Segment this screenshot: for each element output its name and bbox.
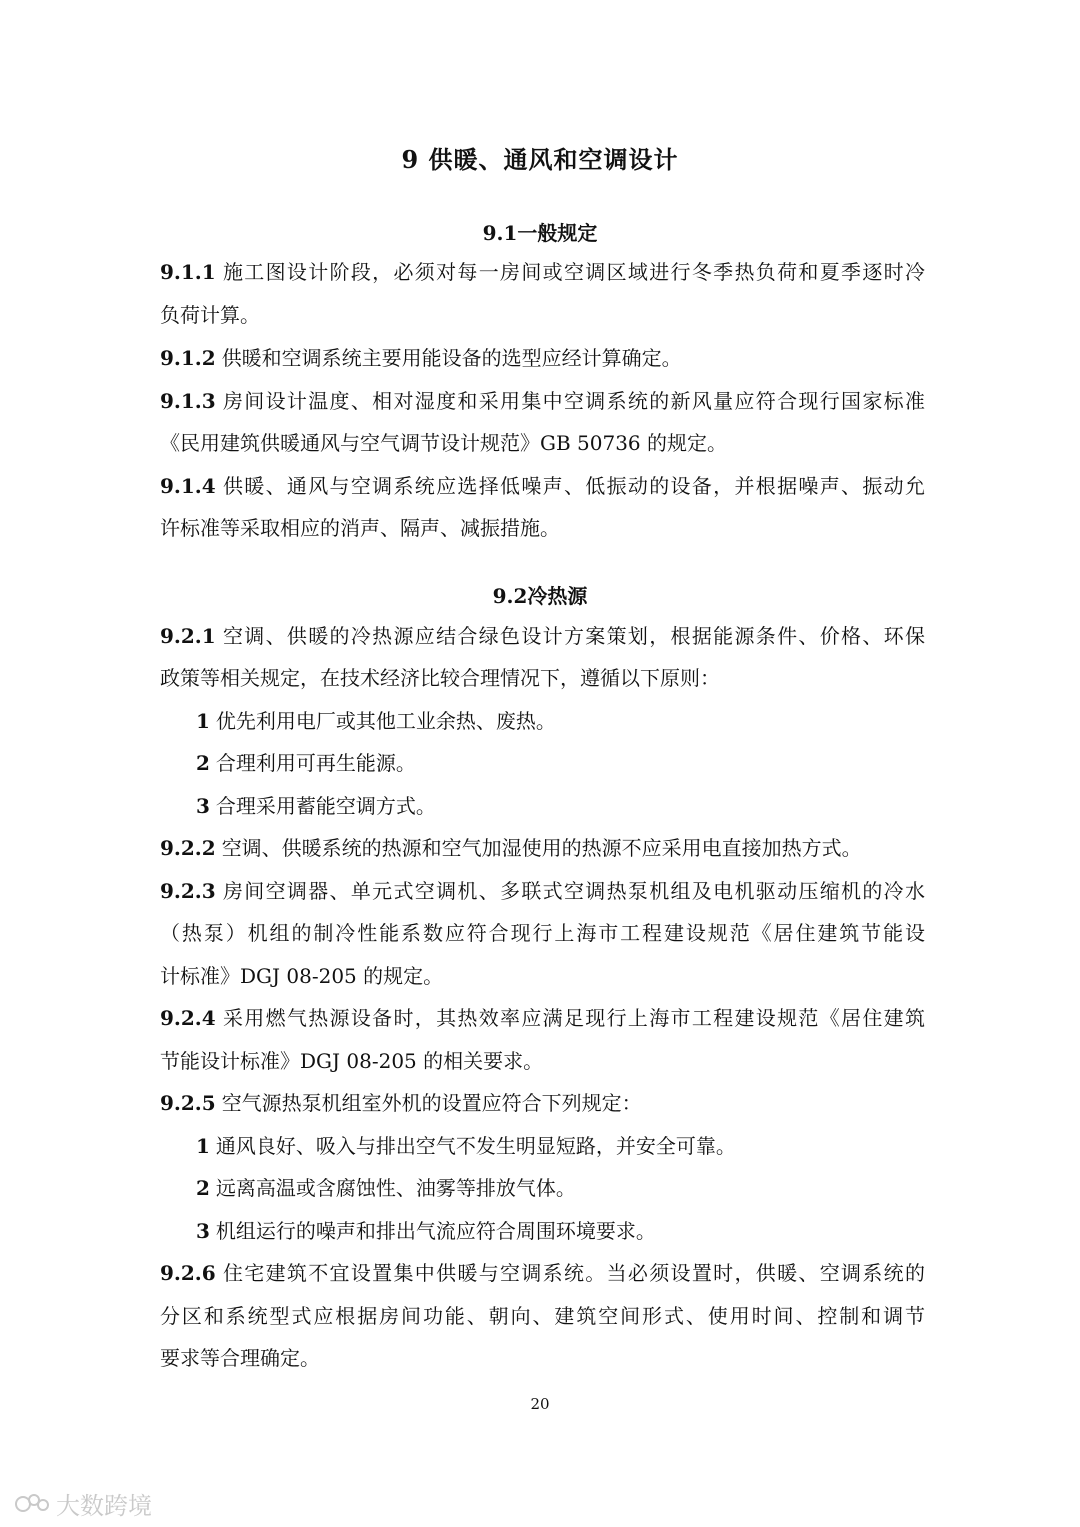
list-item: 2 远离高温或含腐蚀性、油雾等排放气体。 [196, 1176, 576, 1200]
page-number: 20 [530, 1395, 550, 1413]
clause-9-2-4-line1: 9.2.4 采用燃气热源设备时，其热效率应满足现行上海市工程建设规范《居住建筑 [160, 1006, 925, 1030]
clause-number: 9.2.5 [160, 1091, 216, 1115]
clause-9-2-6-line1: 9.2.6 住宅建筑不宜设置集中供暖与空调系统。当必须设置时，供暖、空调系统的 [160, 1261, 925, 1285]
list-item: 1 优先利用电厂或其他工业余热、废热。 [196, 709, 556, 733]
watermark-text: 大数跨境 [56, 1492, 152, 1520]
clause-9-2-6-line3: 要求等合理确定。 [160, 1346, 320, 1370]
section-heading-9-1: 9.1一般规定 [482, 221, 598, 245]
clause-9-1-2: 9.1.2 供暖和空调系统主要用能设备的选型应经计算确定。 [160, 346, 682, 370]
clause-9-2-5: 9.2.5 空气源热泵机组室外机的设置应符合下列规定： [160, 1091, 642, 1115]
clause-number: 9.1.4 [160, 474, 216, 498]
list-item: 2 合理利用可再生能源。 [196, 751, 416, 775]
watermark [14, 1486, 152, 1521]
clause-number: 9.2.3 [160, 879, 216, 903]
clause-9-1-4-line1: 9.1.4 供暖、通风与空调系统应选择低噪声、低振动的设备，并根据噪声、振动允 [160, 474, 925, 498]
clause-9-1-4-line2: 许标准等采取相应的消声、隔声、减振措施。 [160, 516, 560, 540]
watermark-logo-icon [14, 1492, 52, 1516]
list-item: 3 机组运行的噪声和排出气流应符合周围环境要求。 [196, 1219, 656, 1243]
clause-number: 9.1.1 [160, 260, 216, 284]
clause-9-2-3-line3: 计标准》DGJ 08-205 的规定。 [160, 964, 444, 988]
clause-number: 9.2.1 [160, 624, 216, 648]
clause-number: 9.2.6 [160, 1261, 216, 1285]
clause-number: 9.2.2 [160, 836, 216, 860]
clause-9-2-2: 9.2.2 空调、供暖系统的热源和空气加湿使用的热源不应采用电直接加热方式。 [160, 836, 862, 860]
clause-9-1-1-line1: 9.1.1 施工图设计阶段，必须对每一房间或空调区域进行冬季热负荷和夏季逐时冷 [160, 260, 925, 284]
section-heading-9-2: 9.2冷热源 [492, 584, 588, 608]
clause-9-2-1-line1: 9.2.1 空调、供暖的冷热源应结合绿色设计方案策划，根据能源条件、价格、环保 [160, 624, 925, 648]
clause-number: 9.1.2 [160, 346, 216, 370]
list-item: 1 通风良好、吸入与排出空气不发生明显短路，并安全可靠。 [196, 1134, 736, 1158]
clause-9-2-3-line2: （热泵）机组的制冷性能系数应符合现行上海市工程建设规范《居住建筑节能设 [160, 921, 925, 945]
list-item: 3 合理采用蓄能空调方式。 [196, 794, 436, 818]
clause-9-2-4-line2: 节能设计标准》DGJ 08-205 的相关要求。 [160, 1049, 544, 1073]
clause-9-2-6-line2: 分区和系统型式应根据房间功能、朝向、建筑空间形式、使用时间、控制和调节 [160, 1304, 925, 1328]
clause-9-1-1-line2: 负荷计算。 [160, 303, 260, 327]
chapter-title: 9 供暖、通风和空调设计 [401, 145, 679, 174]
clause-9-2-3-line1: 9.2.3 房间空调器、单元式空调机、多联式空调热泵机组及电机驱动压缩机的冷水 [160, 879, 925, 903]
clause-9-2-1-line2: 政策等相关规定，在技术经济比较合理情况下，遵循以下原则： [160, 666, 720, 690]
clause-9-1-3-line1: 9.1.3 房间设计温度、相对湿度和采用集中空调系统的新风量应符合现行国家标准 [160, 389, 925, 413]
clause-9-1-3-line2: 《民用建筑供暖通风与空气调节设计规范》GB 50736 的规定。 [160, 431, 728, 455]
clause-number: 9.2.4 [160, 1006, 216, 1030]
clause-number: 9.1.3 [160, 389, 216, 413]
